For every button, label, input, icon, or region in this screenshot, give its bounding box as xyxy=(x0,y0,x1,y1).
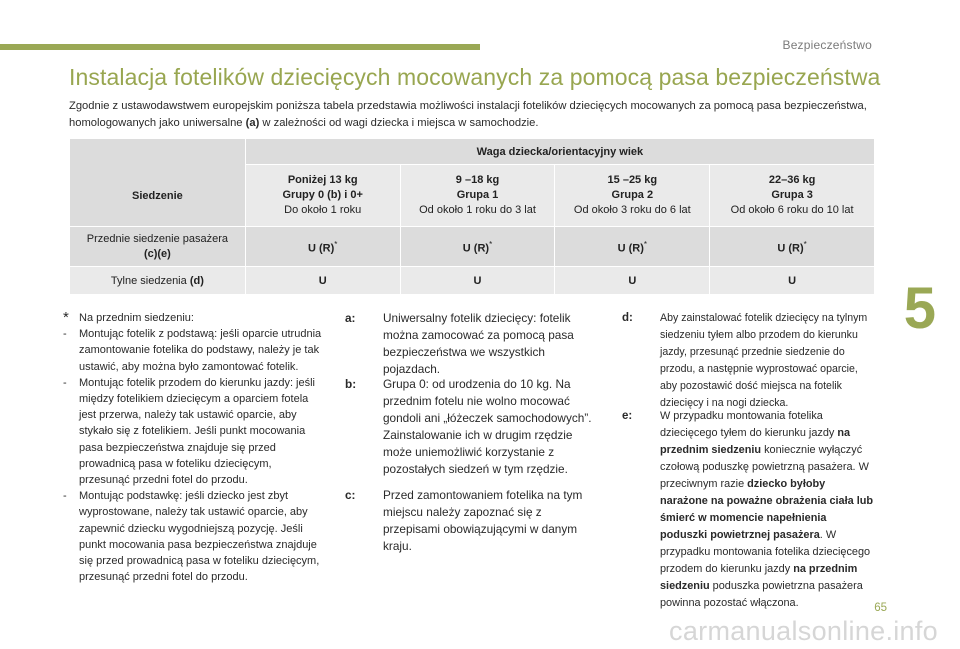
definition-a: a: Uniwersalny fotelik dziecięcy: fotelik można zamocować za pomocą pasa bezpieczeństwa we wszystkich pojazdach. xyxy=(345,311,574,376)
row-rear-seat-label: Tylne siedzenia (d) xyxy=(70,267,246,295)
intro-text-c: w zależności od wagi dziecka i miejsca w samochodzie. xyxy=(259,117,539,129)
weight-header: Waga dziecka/orientacyjny wiek xyxy=(245,139,874,165)
intro-paragraph xyxy=(69,98,879,132)
row-rear-cell: U xyxy=(710,267,875,295)
child-seat-table xyxy=(69,138,875,295)
row-front-cell: U (R)* xyxy=(245,227,400,267)
group-0-header: Poniżej 13 kg Grupy 0 (b) i 0+ Do około 1 roku xyxy=(245,165,400,227)
row-rear-cell: U xyxy=(245,267,400,295)
row-front-cell: U (R)* xyxy=(555,227,710,267)
footnote-item: - Montując podstawkę: jeśli dziecko jest zbyt wyprostowane, należy tak ustawić oparcie, aby zapewnić dziecku wygodniejszą pozycję. Jeśli punkt mocowania pasa bezpieczeństwa znajduje się przed prowadnicą pasa w foteliku dziecięcym, przesunąć przedni fotel do przodu. xyxy=(63,490,320,584)
page-title: Instalacja fotelików dziecięcych mocowanych za pomocą pasa bezpieczeństwa xyxy=(69,64,881,90)
group-1-header: 9 –18 kg Grupa 1 Od około 1 roku do 3 lat xyxy=(400,165,555,227)
row-front-cell: U (R)* xyxy=(400,227,555,267)
footnote-item: - Montując fotelik przodem do kierunku jazdy: jeśli między fotelikiem dziecięcym a oparciem fotela jest przerwa, należy tak ustawić oparcie, aby stykało się z fotelikiem. Jeśli punkt mocowania pasa bezpieczeństwa znajduje się przed prowadnicą pasa w foteliku dziecięcym, przesunąć przedni fotel do przodu. xyxy=(63,376,316,487)
definition-b: b: Grupa 0: od urodzenia do 10 kg. Na przednim fotelu nie wolno mocować gondoli ani „łóżeczek samochodowych”. Zainstalowanie ich w drugim rzędzie może uniemożliwić korzystanie z pozostałych siedzeń w tym rzędzie. xyxy=(345,377,592,476)
group-2-header: 15 –25 kg Grupa 2 Od około 3 roku do 6 lat xyxy=(555,165,710,227)
row-front-cell: U (R)* xyxy=(710,227,875,267)
watermark: carmanualsonline.info xyxy=(669,616,938,646)
intro-ref-a: (a) xyxy=(245,117,260,129)
intro-text-a: Zgodnie z ustawodawstwem europejskim poniższa tabela przedstawia możliwości instalacji fotelików dziecięcych mocowanych za pomocą pasa bezpieczeństwa, homologowanych jako uniwersalne xyxy=(69,100,867,129)
section-color-bar xyxy=(0,44,480,50)
definition-e: e: W przypadku montowania fotelika dziecięcego tyłem do kierunku jazdy na przednim siedzeniu koniecznie wyłączyć czołową poduszkę powietrzną pasażera. W przeciwnym razie dziecko byłoby narażone na poważne obrażenia ciała lub śmierć w momencie napełnienia poduszki powietrznej pasażera. W przypadku montowania fotelika dziecięcego przodem do kierunku jazdy na przednim siedzeniu poduszka powietrzna pasażera powinna pozostać włączona. xyxy=(622,410,874,609)
footnotes xyxy=(63,310,325,585)
page-number: 65 xyxy=(874,602,887,614)
footnote-item: - Montując fotelik z podstawą: jeśli oparcie utrudnia zamontowanie fotelika do podstawy, należy je tak ustawić, aby można było zamontować fotelik. xyxy=(63,328,322,373)
definition-c: c: Przed zamontowaniem fotelika na tym miejscu należy zapoznać się z przepisami obowiązującymi w danym kraju. xyxy=(345,488,583,553)
chapter-number: 5 xyxy=(903,276,936,341)
group-3-header: 22–36 kg Grupa 3 Od około 6 roku do 10 lat xyxy=(710,165,875,227)
row-rear-cell: U xyxy=(400,267,555,295)
section-name: Bezpieczeństwo xyxy=(782,38,872,52)
footnote-intro: * Na przednim siedzeniu: xyxy=(63,309,194,326)
row-rear-cell: U xyxy=(555,267,710,295)
row-front-seat-label: Przednie siedzenie pasażera (c)(e) xyxy=(70,227,246,267)
definition-d: d: Aby zainstalować fotelik dziecięcy na tylnym siedzeniu tyłem albo przodem do kierunku jazdy, przesunąć przednie siedzenie do przodu, a następnie wyprostować oparcie, aby pozostawić dość miejsca na fotelik dziecięcy i na nogi dziecka. xyxy=(622,312,868,409)
seat-header: Siedzenie xyxy=(70,139,246,227)
